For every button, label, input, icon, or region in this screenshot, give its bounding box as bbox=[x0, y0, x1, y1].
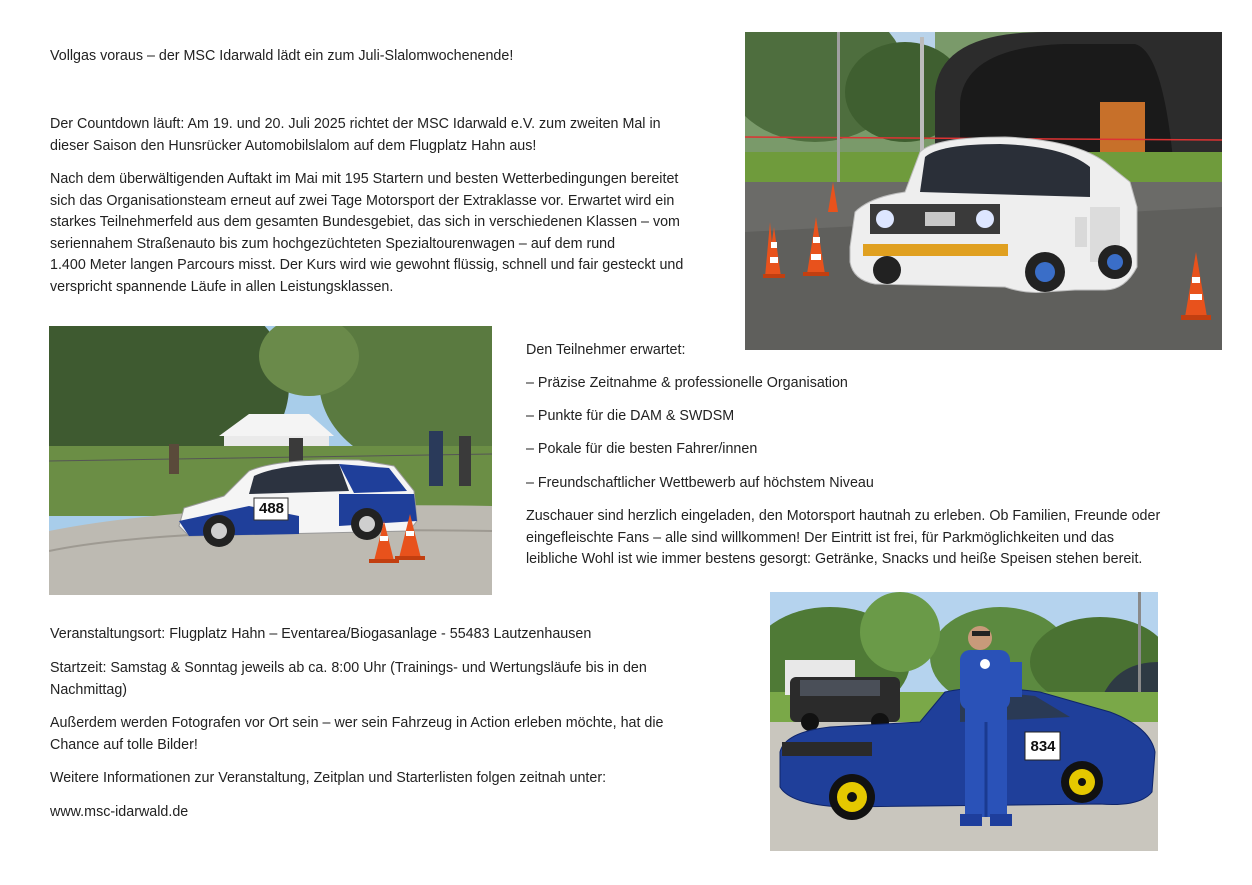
countdown-paragraph bbox=[50, 114, 661, 157]
participants-item: – Freundschaftlicher Wettbewerb auf höchstem Niveau bbox=[526, 474, 874, 491]
countdown-line-2: dieser Saison den Hunsrücker Automobilslalom auf dem Flugplatz Hahn aus! bbox=[50, 137, 537, 154]
participants-heading: Den Teilnehmer erwartet: bbox=[526, 342, 686, 358]
car-number-834: 834 bbox=[1030, 738, 1056, 755]
photographers-line-1: Außerdem werden Fotografen vor Ort sein – wer sein Fahrzeug in Action erleben möchte, hat die bbox=[50, 715, 664, 731]
participants-item: – Pokale für die besten Fahrer/innen bbox=[526, 441, 758, 458]
photo-driver-blue-coupe bbox=[770, 592, 1158, 851]
intro-line: 1.400 Meter langen Parcours misst. Der Kurs wird wie gewohnt flüssig, schnell und fair gesteckt und bbox=[50, 257, 684, 273]
intro-line: sich das Organisationsteam erneut auf zwei Tage Motorsport der Extraklasse vor. Erwartet wird ein bbox=[50, 192, 675, 209]
start-time-line-2: Nachmittag) bbox=[50, 681, 128, 698]
participants-item: – Präzise Zeitnahme & professionelle Organisation bbox=[526, 375, 848, 391]
photo-blue-white-hatchback bbox=[49, 326, 492, 595]
intro-line: seriennahem Straßenauto bis zum hochgezüchteten Spezialtourenwagen – auf dem rund bbox=[50, 235, 616, 252]
intro-line: Nach dem überwältigenden Auftakt im Mai mit 195 Startern und besten Wetterbedingungen bereitet bbox=[50, 171, 679, 187]
spectators-line: Zuschauer sind herzlich eingeladen, den Motorsport hautnah zu erleben. Ob Familien, Freunde oder bbox=[526, 508, 1161, 524]
headline: Vollgas voraus – der MSC Idarwald lädt ein zum Juli-Slalomwochenende! bbox=[50, 48, 514, 64]
start-time-line-1: Startzeit: Samstag & Sonntag jeweils ab ca. 8:00 Uhr (Trainings- und Wertungsläufe bis in den bbox=[50, 660, 647, 676]
spectators-line: leibliche Wohl ist wie immer bestens gesorgt: Getränke, Snacks und heiße Speisen stehen bereit. bbox=[526, 551, 1143, 567]
photographers-line-2: Chance auf tolle Bilder! bbox=[50, 736, 198, 753]
photographers-paragraph bbox=[50, 713, 664, 756]
start-time-paragraph bbox=[50, 658, 647, 701]
participants-list bbox=[526, 373, 874, 494]
photo-white-rally-car bbox=[745, 32, 1222, 350]
countdown-line-1: Der Countdown läuft: Am 19. und 20. Juli 2025 richtet der MSC Idarwald e.V. zum zweiten Mal in bbox=[50, 116, 661, 132]
spectators-line: eingefleischte Fans – alle sind willkommen! Der Eintritt ist frei, für Parkmöglichkeiten und das bbox=[526, 529, 1115, 546]
car-number-488: 488 bbox=[258, 500, 285, 517]
intro-line: starkes Teilnehmerfeld aus dem gesamten Bundesgebiet, das sich in verschiedenen Klassen – vom bbox=[50, 214, 680, 230]
venue-line: Veranstaltungsort: Flugplatz Hahn – Eventarea/Biogasanlage - 55483 Lautzenhausen bbox=[50, 626, 592, 642]
more-info-line: Weitere Informationen zur Veranstaltung, Zeitplan und Starterlisten folgen zeitnah unter: bbox=[50, 770, 607, 786]
intro-line: verspricht spannende Läufe in allen Leistungsklassen. bbox=[50, 278, 394, 295]
website-link[interactable]: www.msc-idarwald.de bbox=[50, 804, 189, 820]
spectators-paragraph bbox=[526, 506, 1160, 571]
intro-paragraph bbox=[50, 169, 683, 298]
participants-item: – Punkte für die DAM & SWDSM bbox=[526, 408, 735, 425]
